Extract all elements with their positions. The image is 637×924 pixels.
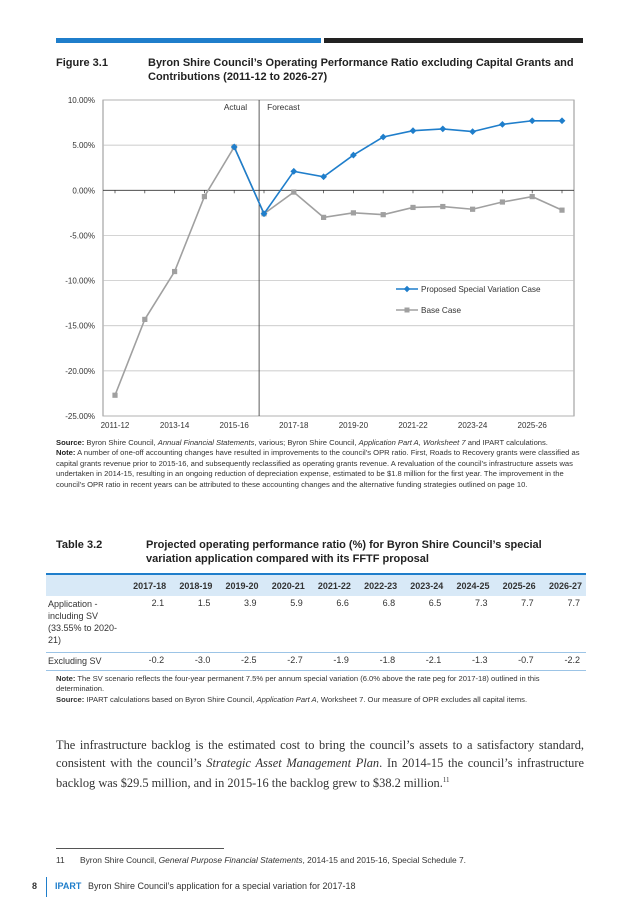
table-column-header: 2025-26 bbox=[494, 574, 540, 596]
table-column-header: 2019-20 bbox=[216, 574, 262, 596]
table-column-header: 2021-22 bbox=[309, 574, 355, 596]
table-cell: -2.2 bbox=[540, 652, 586, 670]
footnote-rule bbox=[56, 848, 224, 849]
table-row-label: Application - including SV (33.55% to 2020-21) bbox=[46, 596, 124, 652]
footnote-text: Byron Shire Council, General Purpose Financial Statements, 2014-15 and 2015-16, Special Schedule 7. bbox=[80, 855, 466, 865]
table-cell: 3.9 bbox=[216, 596, 262, 652]
data-point bbox=[410, 205, 415, 210]
footer-brand: IPART bbox=[55, 881, 82, 891]
header-rule-dark bbox=[324, 38, 583, 43]
table-header-row bbox=[46, 574, 586, 596]
data-point bbox=[559, 208, 564, 213]
table-cell: -2.7 bbox=[263, 652, 309, 670]
table-column-header: 2018-19 bbox=[170, 574, 216, 596]
opr-table bbox=[46, 573, 586, 671]
data-point bbox=[202, 194, 207, 199]
x-tick-label: 2023-24 bbox=[457, 421, 488, 430]
data-point bbox=[172, 269, 177, 274]
data-point bbox=[112, 393, 117, 398]
x-tick-label: 2019-20 bbox=[338, 421, 369, 430]
header-rule-blue bbox=[56, 38, 321, 43]
table-cell: 6.6 bbox=[309, 596, 355, 652]
table-cell: 7.7 bbox=[494, 596, 540, 652]
table-cell: -2.1 bbox=[401, 652, 447, 670]
figure-number: Figure 3.1 bbox=[56, 57, 108, 69]
figure-note: Note: A number of one-off accounting changes have resulted in improvements to the council’s OPR ratio. First, Roads to Recovery grants were classified as capital grants revenue prior to 2015-16, and subsequently reclassified as operating grants revenue. A revaluation of the council’s infrastructure assets was undertaken in 2014-15, resulting in an ongoing reduction of depreciation expense, estimated to be $1.8 million for the first year. The improvement in the council’s OPR ratio in recent years can be attributed to these accounting changes and the alternative funding strategies outlined on page 10. bbox=[56, 448, 580, 489]
table-row bbox=[46, 596, 586, 652]
data-point bbox=[142, 317, 147, 322]
y-tick-label: -10.00% bbox=[65, 276, 95, 286]
x-tick-label: 2015-16 bbox=[219, 421, 249, 430]
legend-marker bbox=[405, 308, 410, 313]
annotation-forecast: Forecast bbox=[267, 102, 300, 112]
x-tick-label: 2025-26 bbox=[517, 421, 547, 430]
body-paragraph: The infrastructure backlog is the estimated cost to bring the council’s assets to a satisfactory standard, consistent with the council’s Strategic Asset Management Plan. In 2014-15 the council’s infrastructure backlog was $29.5 million, and in 2015-16 the backlog grew to $38.2 million.$^{11}$ bbox=[56, 738, 584, 791]
data-point bbox=[381, 212, 386, 217]
table-title: Projected operating performance ratio (%) for Byron Shire Council’s special variation application compared with its FFTF proposal bbox=[146, 539, 542, 565]
data-point bbox=[500, 199, 505, 204]
table-cell: -3.0 bbox=[170, 652, 216, 670]
data-point bbox=[321, 215, 326, 220]
data-point bbox=[351, 210, 356, 215]
footnote-reference[interactable]: 11 bbox=[442, 776, 450, 784]
table-cell: 1.5 bbox=[170, 596, 216, 652]
footer-divider bbox=[46, 877, 47, 897]
data-point bbox=[470, 207, 475, 212]
table-column-header: 2017-18 bbox=[124, 574, 170, 596]
table-source-note bbox=[56, 674, 588, 705]
opr-line-chart bbox=[56, 94, 586, 434]
y-tick-label: -15.00% bbox=[65, 321, 95, 331]
figure-source: Source: Byron Shire Council, Annual Financial Statements, various; Byron Shire Council, Application Part A, Worksheet 7 and IPART calculations. bbox=[56, 438, 548, 447]
footer-title: Byron Shire Council’s application for a special variation for 2017-18 bbox=[88, 881, 356, 891]
x-tick-label: 2017-18 bbox=[279, 421, 309, 430]
table-cell: 5.9 bbox=[263, 596, 309, 652]
table-cell: 7.3 bbox=[447, 596, 493, 652]
y-tick-label: -20.00% bbox=[65, 366, 95, 376]
table-row-label: Excluding SV bbox=[46, 652, 124, 670]
table-cell: 6.5 bbox=[401, 596, 447, 652]
table-column-header: 2024-25 bbox=[447, 574, 493, 596]
plot-area bbox=[103, 100, 574, 416]
table-number: Table 3.2 bbox=[56, 539, 103, 551]
figure-source-note bbox=[56, 438, 588, 490]
table-column-header: 2022-23 bbox=[355, 574, 401, 596]
table-cell: -1.8 bbox=[355, 652, 401, 670]
table-cell: 7.7 bbox=[540, 596, 586, 652]
table-cell: -0.7 bbox=[494, 652, 540, 670]
y-tick-label: -5.00% bbox=[69, 231, 95, 241]
footnote-number: 11 bbox=[56, 855, 65, 865]
table-cell: 2.1 bbox=[124, 596, 170, 652]
legend-label: Base Case bbox=[421, 306, 462, 315]
legend-label: Proposed Special Variation Case bbox=[421, 285, 541, 294]
x-tick-label: 2013-14 bbox=[159, 421, 190, 430]
x-tick-label: 2011-12 bbox=[100, 421, 130, 430]
table-corner-header bbox=[46, 574, 124, 596]
table-cell: 6.8 bbox=[355, 596, 401, 652]
y-tick-label: 5.00% bbox=[72, 141, 95, 151]
table-note: Note: The SV scenario reflects the four-year permanent 7.5% per annum special variation (6.0% above the rate peg for 2017-18) outlined in this determination. bbox=[56, 674, 540, 694]
table-cell: -0.2 bbox=[124, 652, 170, 670]
table-source: Source: IPART calculations based on Byron Shire Council, Application Part A, Worksheet 7. Our measure of OPR excludes all capital items. bbox=[56, 694, 528, 704]
table-column-header: 2026-27 bbox=[540, 574, 586, 596]
figure-title: Byron Shire Council’s Operating Performance Ratio excluding Capital Grants and Contributions (2011-12 to 2026-27) bbox=[148, 57, 574, 83]
data-point bbox=[291, 189, 296, 194]
table-cell: -1.3 bbox=[447, 652, 493, 670]
y-tick-label: -25.00% bbox=[65, 412, 95, 421]
table-column-header: 2020-21 bbox=[263, 574, 309, 596]
y-tick-label: 10.00% bbox=[67, 96, 95, 105]
y-tick-label: 0.00% bbox=[72, 186, 95, 196]
table-row bbox=[46, 652, 586, 670]
table-cell: -2.5 bbox=[216, 652, 262, 670]
annotation-actual: Actual bbox=[223, 102, 248, 112]
data-point bbox=[530, 194, 535, 199]
table-cell: -1.9 bbox=[309, 652, 355, 670]
table-column-header: 2023-24 bbox=[401, 574, 447, 596]
x-tick-label: 2021-22 bbox=[398, 421, 428, 430]
data-point bbox=[440, 204, 445, 209]
page-number: 8 bbox=[32, 881, 38, 891]
